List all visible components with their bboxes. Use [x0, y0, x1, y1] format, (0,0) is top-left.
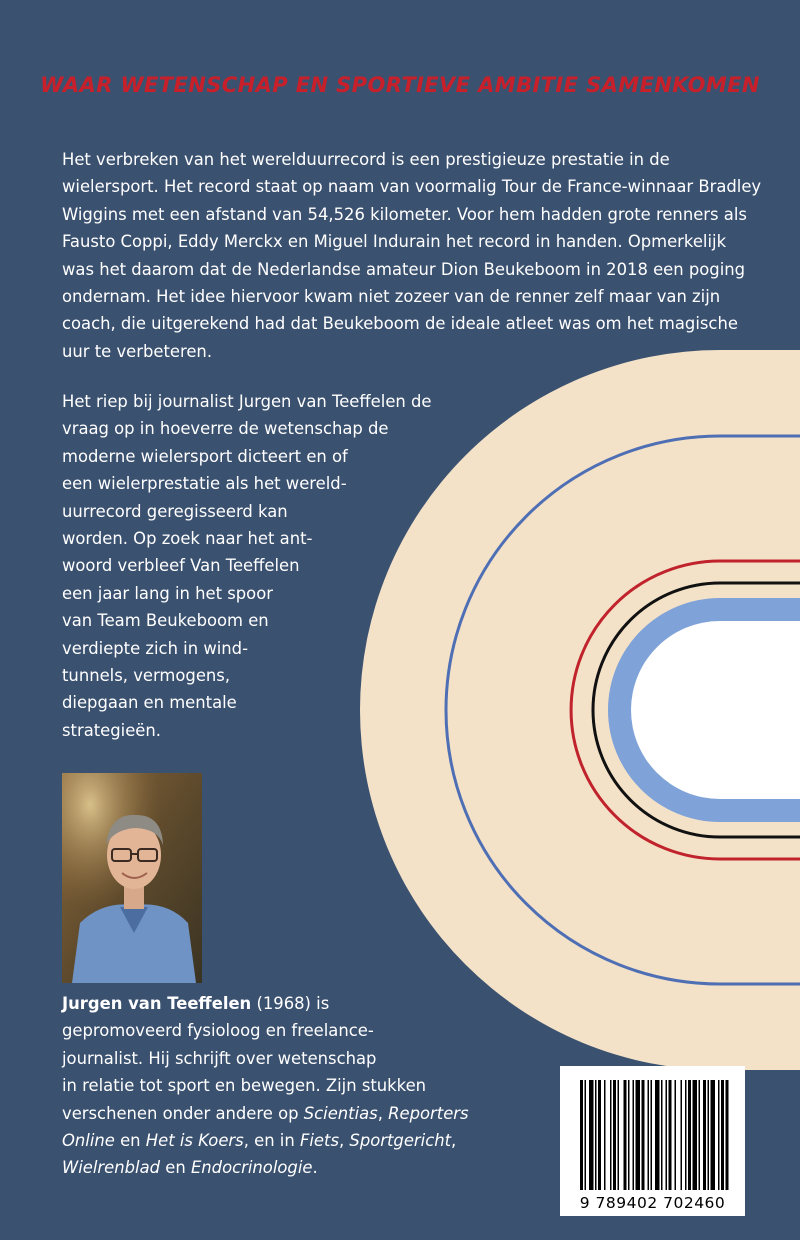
barcode-bar: [580, 1080, 583, 1190]
barcode: [560, 1066, 745, 1216]
barcode-bar: [655, 1080, 660, 1190]
barcode-bar: [703, 1080, 706, 1190]
paragraph-line: uurrecord geregisseerd kan: [62, 501, 288, 521]
bio-line: verschenen onder andere op Scientias, Reporters: [62, 1103, 469, 1123]
publication-title: Het is Koers: [145, 1131, 244, 1151]
bio-line: journalist. Hij schrijft over wetenschap: [62, 1048, 377, 1068]
paragraph-line: verdiepte zich in wind-: [62, 638, 248, 658]
barcode-bar: [589, 1080, 594, 1190]
barcode-bar: [648, 1080, 650, 1190]
barcode-bar: [633, 1080, 635, 1190]
barcode-bar: [711, 1080, 716, 1190]
intro-paragraph: Het verbreken van het werelduurrecord is een prestigieuze prestatie in de wielersport. Het record staat op naam van voormalig Tour de France-winnaar Bradley Wiggins met een afstand van 54,526 kilometer. Voor hem hadden grote renners als Fausto Coppi, Eddy Merckx en Miguel Indurain het record in handen. Opmerkelijk was het daarom dat de Nederlandse amateur Dion Beukeboom in 2018 een poging ondernam. Het idee hiervoor kwam niet zozeer van de renner zelf maar van zijn coach, die uitgerekend had dat Beukeboom de ideale atleet was om het magische uur te verbeteren.: [62, 150, 762, 361]
barcode-bar: [681, 1080, 683, 1190]
isbn-number: 9 789402 702460: [579, 1194, 726, 1212]
barcode-bar: [642, 1080, 645, 1190]
paragraph-line: Het riep bij journalist Jurgen van Teeffelen de: [62, 392, 432, 411]
barcode-bar: [726, 1080, 729, 1190]
barcode-bar: [636, 1080, 641, 1190]
barcode-bar: [693, 1080, 698, 1190]
barcode-bar: [595, 1080, 597, 1190]
barcode-bar: [666, 1080, 668, 1190]
publication-title: Fiets: [299, 1131, 339, 1151]
barcode-bar: [604, 1080, 606, 1190]
barcode-bar: [721, 1080, 724, 1190]
barcode-bar: [585, 1080, 587, 1190]
paragraph-line: een jaar lang in het spoor: [62, 583, 273, 603]
publication-title: Reporters: [388, 1103, 469, 1123]
publication-title: Scientias: [303, 1103, 378, 1123]
barcode-bar: [699, 1080, 701, 1190]
paragraph-line: worden. Op zoek naar het ant-: [62, 529, 313, 549]
second-paragraph: [62, 388, 462, 744]
bio-line: Wielrenblad en Endocrinologie.: [62, 1158, 318, 1178]
paragraph-line: van Team Beukeboom en: [62, 611, 269, 631]
bio-line: gepromoveerd fysioloog en freelance-: [62, 1021, 374, 1041]
paragraph-line: strategieën.: [62, 720, 161, 740]
barcode-bar: [661, 1080, 663, 1190]
bio-line: Online en Het is Koers, en in Fiets, Sportgericht,: [62, 1131, 457, 1151]
tagline: WAAR WETENSCHAP EN SPORTIEVE AMBITIE SAMENKOMEN: [40, 73, 760, 97]
barcode-bar: [613, 1080, 616, 1190]
bio-line: in relatie tot sport en bewegen. Zijn stukken: [62, 1076, 427, 1096]
barcode-bar: [718, 1080, 720, 1190]
barcode-bar: [688, 1080, 691, 1190]
barcode-bar: [651, 1080, 653, 1190]
paragraph-line: tunnels, vermogens,: [62, 666, 231, 686]
barcode-bar: [628, 1080, 630, 1190]
barcode-bar: [669, 1080, 672, 1190]
publication-title: Online: [62, 1131, 115, 1151]
author-bio: [62, 990, 532, 1182]
barcode-bar: [685, 1080, 687, 1190]
paragraph-line: diepgaan en mentale: [62, 693, 237, 713]
publication-title: Endocrinologie: [190, 1158, 313, 1178]
barcode-bar: [675, 1080, 677, 1190]
publication-title: Wielrenblad: [62, 1158, 161, 1178]
barcode-bar: [624, 1080, 627, 1190]
paragraph-line: vraag op in hoeverre de wetenschap de: [62, 419, 389, 439]
bio-line: Jurgen van Teeffelen (1968) is: [62, 994, 330, 1013]
barcode-bar: [610, 1080, 612, 1190]
paragraph-line: een wielerprestatie als het wereld-: [62, 474, 347, 494]
barcode-bar: [618, 1080, 620, 1190]
author-name: Jurgen van Teeffelen: [62, 994, 252, 1013]
paragraph-line: woord verbleef Van Teeffelen: [62, 556, 300, 576]
publication-title: Sportgericht: [349, 1131, 452, 1151]
paragraph-line: moderne wielersport dicteert en of: [62, 446, 348, 466]
barcode-bar: [598, 1080, 601, 1190]
barcode-bar: [708, 1080, 710, 1190]
author-photo: [62, 773, 202, 983]
